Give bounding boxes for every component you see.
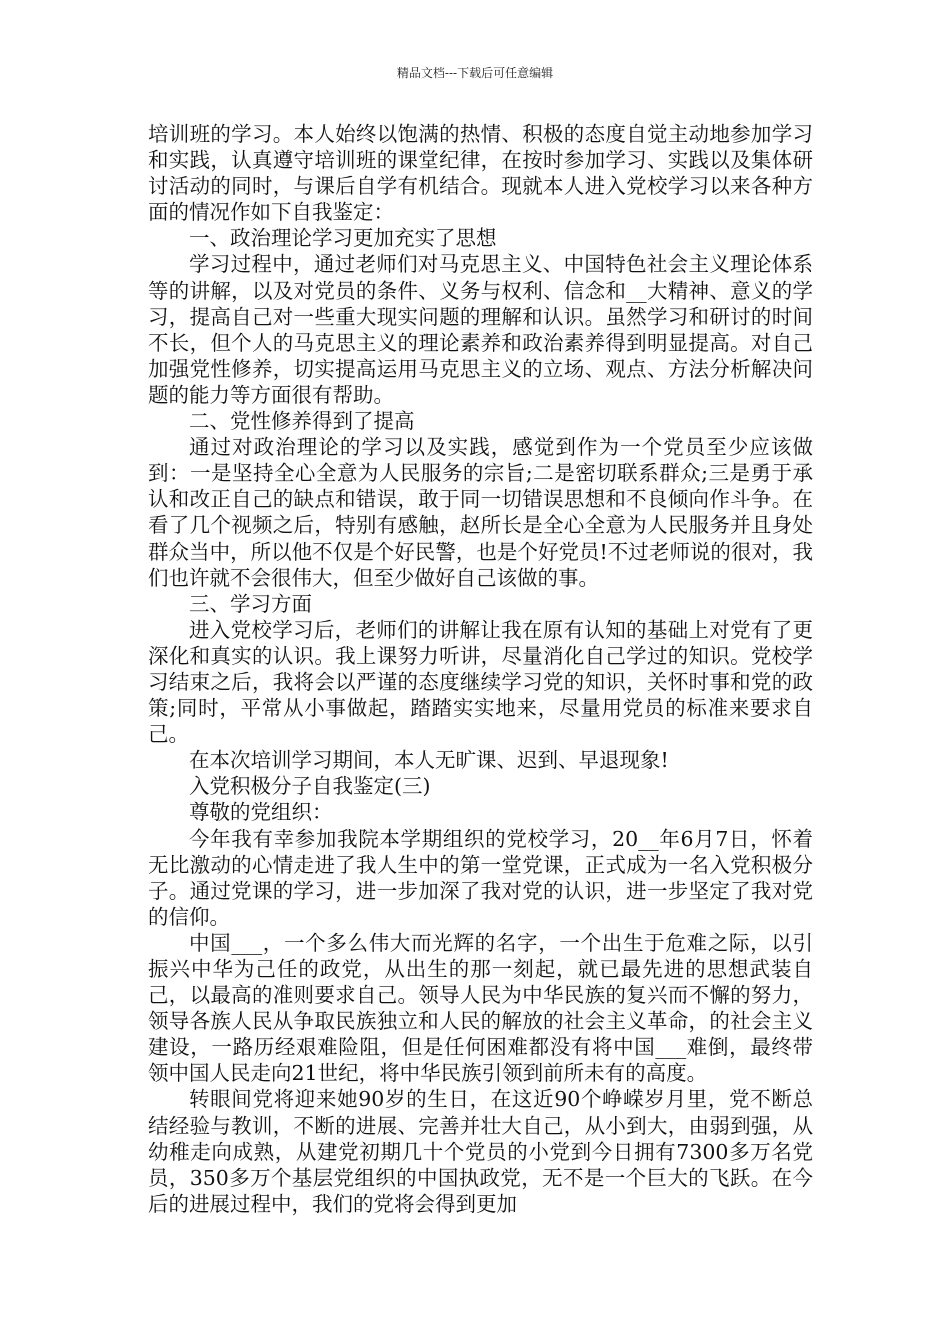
salutation: 尊敬的党组织： <box>189 800 333 825</box>
paragraph-opening: 今年我有幸参加我院本学期组织的党校学习，20__年6月7日，怀着无比激动的心情走进了我人生中的第一堂党课，正式成为一名入党积极分子。通过党课的学习，进一步加深了我对党的认识，进一步坚定了我对党的信仰。 <box>148 826 813 929</box>
section-heading-2: 二、党性修养得到了提高 <box>189 409 415 434</box>
paragraph-political-study: 学习过程中，通过老师们对马克思主义、中国特色社会主义理论体系等的讲解，以及对党员的条件、义务与权利、信念和__大精神、意义的学习，提高自己对一些重大现实问题的理解和认识。虽然学习和研讨的时间不长，但个人的马克思主义的理论素养和政治素养得到明显提高。对自己加强党性修养，切实提高运用马克思主义的立场、观点、方法分析解决问题的能力等方面很有帮助。 <box>148 252 813 407</box>
paragraph-anniversary: 转眼间党将迎来她90岁的生日，在这近90个峥嵘岁月里，党不断总结经验与教训，不断的进展、完善并壮大自己，从小到大，由弱到强，从幼稚走向成熟，从建党初期几十个党员的小党到今日拥有7300多万名党员，350多万个基层党组织的中国执政党，无不是一个巨大的飞跃。在今后的进展过程中，我们的党将会得到更加 <box>148 1087 813 1216</box>
section-heading-3: 三、学习方面 <box>189 591 312 616</box>
paragraph-study-aspect: 进入党校学习后，老师们的讲解让我在原有认知的基础上对党有了更深化和真实的认识。我上课努力听讲，尽量消化自己学过的知识。党校学习结束之后，我将会以严谨的态度继续学习党的知识，关怀时事和党的政策;同时，平常从小事做起，踏踏实实地来，尽量用党员的标准来要求自己。 <box>148 617 813 747</box>
document-body <box>148 121 813 1217</box>
paragraph-party-cultivation: 通过对政治理论的学习以及实践，感觉到作为一个党员至少应该做到：一是坚持全心全意为人民服务的宗旨;二是密切联系群众;三是勇于承认和改正自己的缺点和错误，敢于同一切错误思想和不良倾向作斗争。在看了几个视频之后，特别有感触，赵所长是全心全意为人民服务并且身处群众当中，所以他不仅是个好民警，也是个好党员!不过老师说的很对，我们也许就不会很伟大，但至少做好自己该做的事。 <box>148 435 813 590</box>
paragraph-party-history: 中国___，一个多么伟大而光辉的名字，一个出生于危难之际，以引振兴中华为己任的政党，从出生的那一刻起，就已最先进的思想武装自己，以最高的准则要求自己。领导人民为中华民族的复兴而不懈的努力，领导各族人民从争取民族独立和人民的解放的社会主义革命，的社会主义建设，一路历经艰难险阻，但是任何困难都没有将中国___难倒，最终带领中国人民走向21世纪，将中华民族引领到前所未有的高度。 <box>148 930 813 1086</box>
section-heading-1: 一、政治理论学习更加充实了思想 <box>189 226 497 251</box>
page-header: 精品文档---下载后可任意编辑 <box>396 66 554 80</box>
paragraph-intro: 培训班的学习。本人始终以饱满的热情、积极的态度自觉主动地参加学习和实践，认真遵守培训班的课堂纪律，在按时参加学习、实践以及集体研讨活动的同时，与课后自学有机结合。现就本人进入党校学习以来各种方面的情况作如下自我鉴定： <box>148 122 813 225</box>
document-subtitle: 入党积极分子自我鉴定(三) <box>189 774 431 799</box>
paragraph-attendance: 在本次培训学习期间，本人无旷课、迟到、早退现象! <box>189 748 669 773</box>
